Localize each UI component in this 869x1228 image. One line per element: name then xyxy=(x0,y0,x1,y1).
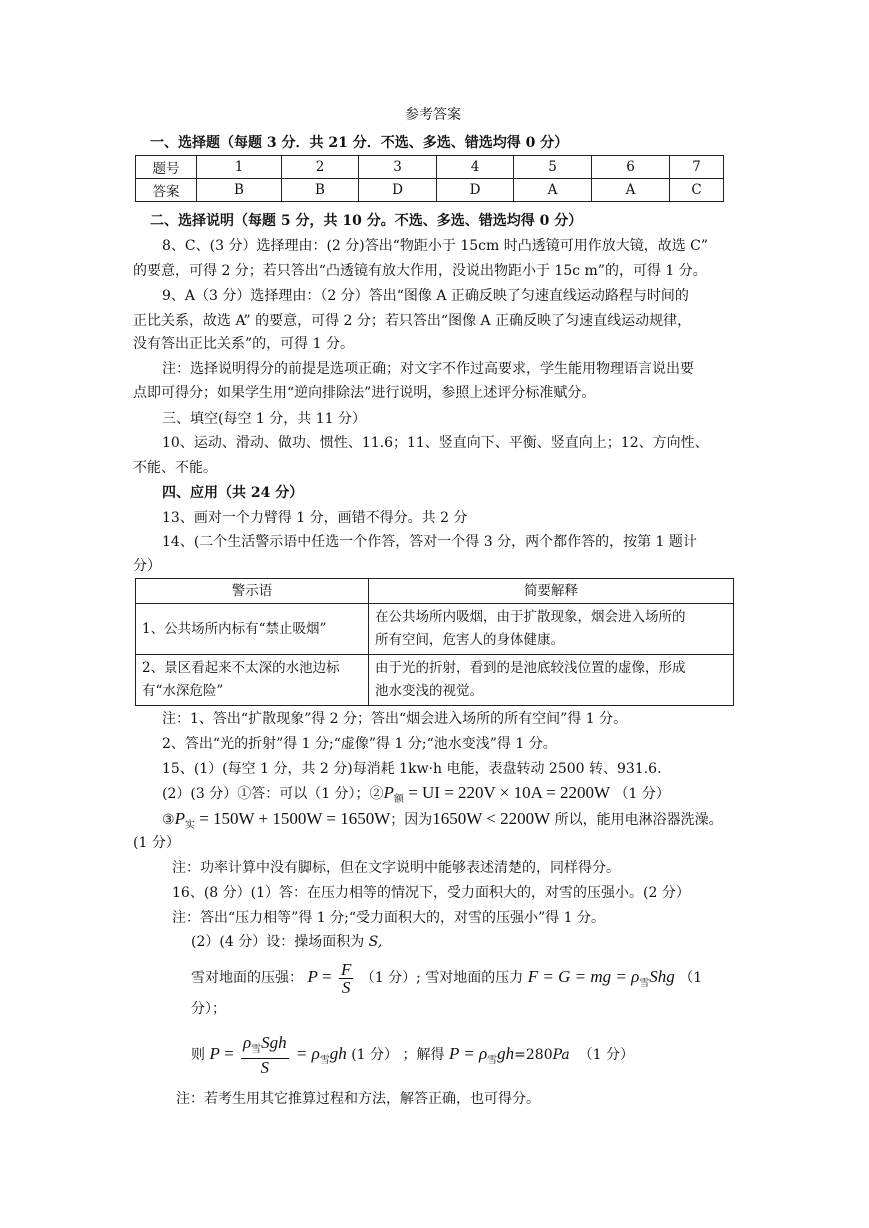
section4-heading: 四、应用（共 24 分） xyxy=(162,485,304,501)
answer-cell: B xyxy=(282,179,359,202)
result-numerator xyxy=(241,1034,289,1059)
power-symbol: P xyxy=(383,783,394,802)
q8-line1: 8、C、(3 分）选择理由：(2 分)答出“物距小于 15cm 时凸透镜可用作放大镜，故选 C” xyxy=(162,238,709,254)
equals-sign: = xyxy=(317,967,336,986)
num-cell: 4 xyxy=(437,156,514,179)
then-label: 则 xyxy=(191,1047,210,1063)
force-equation-tail: Shg xyxy=(649,967,675,986)
equals-sign-2: = xyxy=(219,1044,238,1063)
q15-part1: 15、(1）(每空 1 分，共 2 分)每消耗 1kw·h 电能，表盘转动 2500 转、931.6. xyxy=(162,761,662,777)
result-score: (1 分） xyxy=(351,1047,399,1063)
power-inequality: 1650W < 2200W xyxy=(432,809,551,828)
answer-cell: B xyxy=(197,179,282,202)
warning-cell-2 xyxy=(136,655,369,706)
actual-power-symbol: P xyxy=(174,809,185,828)
q16-note1: 注：答出“压力相等”得 1 分;“受力面积大的，对雪的压强小”得 1 分。 xyxy=(172,910,605,926)
force-score-end: 分）； xyxy=(191,1001,226,1017)
num-cell: 6 xyxy=(592,156,670,179)
q16-result-line xyxy=(191,1032,634,1083)
q14-note1: 注：1、答出“扩散现象”得 2 分；答出“烟会进入场所的所有空间”得 1 分。 xyxy=(162,711,628,727)
num-cell: 7 xyxy=(670,156,724,179)
pressure-label: 雪对地面的压强： xyxy=(191,970,303,986)
simplified-tail: gh xyxy=(329,1044,347,1063)
q15-part3-lead: ③ xyxy=(162,812,175,828)
pressure-symbol: P xyxy=(307,967,318,986)
section1-heading: 一、选择题（每题 3 分．共 21 分．不选、多选、错选均得 0 分） xyxy=(150,135,569,151)
simplified-equation: = ρ xyxy=(291,1044,320,1063)
q16-part2-lead: (2）(4 分）设：操场面积为 xyxy=(191,934,369,950)
force-label: 雪对地面的压力 xyxy=(425,970,528,986)
q8-line2: 的要意，可得 2 分；若只答出“凸透镜有放大作用，没说出物距小于 15c m”的，可得 1 分。 xyxy=(133,263,707,279)
explanation-2-line1: 由于光的折射，看到的是池底较浅位置的虚像，形成 xyxy=(375,660,686,676)
q15-part2-score: （1 分） xyxy=(614,786,670,802)
final-note: 注：若考生用其它推算过程和方法，解答正确，也可得分。 xyxy=(176,1091,540,1107)
answer-cell: A xyxy=(592,179,670,202)
solve-equation: P = ρ xyxy=(448,1044,488,1063)
q14-line2: 分） xyxy=(133,558,161,574)
explanation-cell-2 xyxy=(369,655,734,706)
actual-power-subscript: 实 xyxy=(184,819,195,831)
table-row-answers xyxy=(136,179,724,202)
explanation-1-line2: 所有空间，危害人的身体健康。 xyxy=(375,632,564,648)
explanation-1-line1: 在公共场所内吸烟，由于扩散现象，烟会进入场所的 xyxy=(375,609,686,625)
q9-line1: 9、A（3 分）选择理由：（2 分）答出“图像 A 正确反映了匀速直线运动路程与时间的 xyxy=(162,288,689,304)
fraction-denominator: S xyxy=(341,977,351,997)
section2-note-line1: 注：选择说明得分的前提是选项正确；对文字不作过高要求，学生能用物理语言说出要 xyxy=(162,361,694,377)
q15-part3-conclusion: 所以，能用电淋浴器洗澡。 xyxy=(550,812,723,828)
pressure-score: （1 分）; xyxy=(360,970,421,986)
result-unit: Pa xyxy=(552,1047,570,1063)
result-value: =280 xyxy=(514,1047,553,1063)
q9-line2: 正比关系，故选 A” 的要意，可得 2 分；若只答出“图像 A 正确反映了匀速直线运动规律， xyxy=(133,313,692,329)
solve-subscript: 雪 xyxy=(487,1054,498,1066)
q13-text: 13、画对一个力臂得 1 分，画错不得分。共 2 分 xyxy=(162,510,468,526)
q16-pressure-line xyxy=(191,955,702,1006)
density-subscript: 雪 xyxy=(639,977,650,989)
num-cell: 3 xyxy=(359,156,437,179)
answer-cell: A xyxy=(514,179,592,202)
q15-part2-lead: (2）(3 分）①答：可以（1 分）；② xyxy=(162,786,384,802)
q15-part2 xyxy=(162,784,670,809)
warning-2-line1: 2、景区看起来不太深的水池边标 xyxy=(142,660,340,676)
rho-symbol: ρ xyxy=(242,1033,252,1053)
answer-cell: D xyxy=(359,179,437,202)
page-title: 参考答案 xyxy=(405,107,461,123)
explanation-2-line2: 池水变浅的视觉。 xyxy=(375,683,483,699)
fraction-numerator: F xyxy=(340,959,352,979)
table-row xyxy=(136,579,734,604)
numerator-tail: Sgh xyxy=(261,1033,287,1053)
answer-cell: D xyxy=(437,179,514,202)
power-equation: = UI = 220V × 10A = 2200W xyxy=(403,783,611,802)
q15-note: 注：功率计算中没有脚标，但在文字说明中能够表述清楚的，同样得分。 xyxy=(172,860,620,876)
row-label-ans: 答案 xyxy=(136,179,197,202)
pressure-symbol-2: P xyxy=(209,1044,220,1063)
q16-part2-setup xyxy=(191,933,382,951)
area-symbol: S, xyxy=(368,934,383,950)
num-cell: 5 xyxy=(514,156,592,179)
final-score: （1 分） xyxy=(578,1047,635,1063)
result-denominator: S xyxy=(260,1057,270,1077)
answer-cell: C xyxy=(670,179,724,202)
section3-line1: 10、运动、滑动、做功、惯性、11.6；11、竖直向下、平衡、竖直向上；12、方向性、 xyxy=(162,435,709,451)
section2-note-line2: 点即可得分；如果学生用“逆向排除法”进行说明，参照上述评分标准赋分。 xyxy=(133,385,596,401)
section3-heading: 三、填空(每空 1 分，共 11 分） xyxy=(162,411,366,427)
header-warning: 警示语 xyxy=(136,579,369,604)
warning-2-line2: 有“水深危险” xyxy=(142,683,224,699)
q15-part3-score: (1 分） xyxy=(133,835,180,851)
q15-part3-because: ；因为 xyxy=(390,812,433,828)
section2-heading: 二、选择说明（每题 5 分，共 10 分。不选、多选、错选均得 0 分） xyxy=(150,213,583,229)
force-equation: F = G = mg = ρ xyxy=(527,967,640,986)
explanation-cell-1 xyxy=(369,604,734,655)
q16-part1: 16、(8 分）(1）答：在压力相等的情况下，受力面积大的，对雪的压强小。(2 分） xyxy=(172,885,690,901)
force-score-start: （1 xyxy=(679,970,703,986)
simplified-subscript: 雪 xyxy=(319,1054,330,1066)
table-row xyxy=(136,655,734,706)
num-cell: 2 xyxy=(282,156,359,179)
table-row xyxy=(136,604,734,655)
q15-part3 xyxy=(162,810,723,835)
result-fraction xyxy=(241,1034,289,1076)
table-row-numbers xyxy=(136,156,724,179)
q14-note2: 2、答出“光的折射”得 1 分;“虚像”得 1 分;“池水变浅”得 1 分。 xyxy=(162,736,557,752)
q14-line1: 14、(二个生活警示语中任选一个作答，答对一个得 3 分，两个都作答的，按第 1 题计 xyxy=(162,534,697,550)
power-subscript: 额 xyxy=(393,793,404,805)
q9-line3: 没有答出正比关系”的，可得 1 分。 xyxy=(133,336,354,352)
num-cell: 1 xyxy=(197,156,282,179)
solve-label: ；解得 xyxy=(402,1047,449,1063)
warning-table xyxy=(135,578,734,706)
section3-line2: 不能、不能。 xyxy=(133,460,217,476)
warning-cell-1: 1、公共场所内标有“禁止吸烟” xyxy=(136,604,369,655)
pressure-fraction xyxy=(339,961,353,996)
rho-subscript: 雪 xyxy=(251,1043,262,1055)
actual-power-equation: = 150W + 1500W = 1650W xyxy=(194,809,391,828)
header-explanation: 简要解释 xyxy=(369,579,734,604)
row-label-num: 题号 xyxy=(136,156,197,179)
solve-tail: gh xyxy=(497,1044,515,1063)
choice-answer-table xyxy=(135,155,724,202)
